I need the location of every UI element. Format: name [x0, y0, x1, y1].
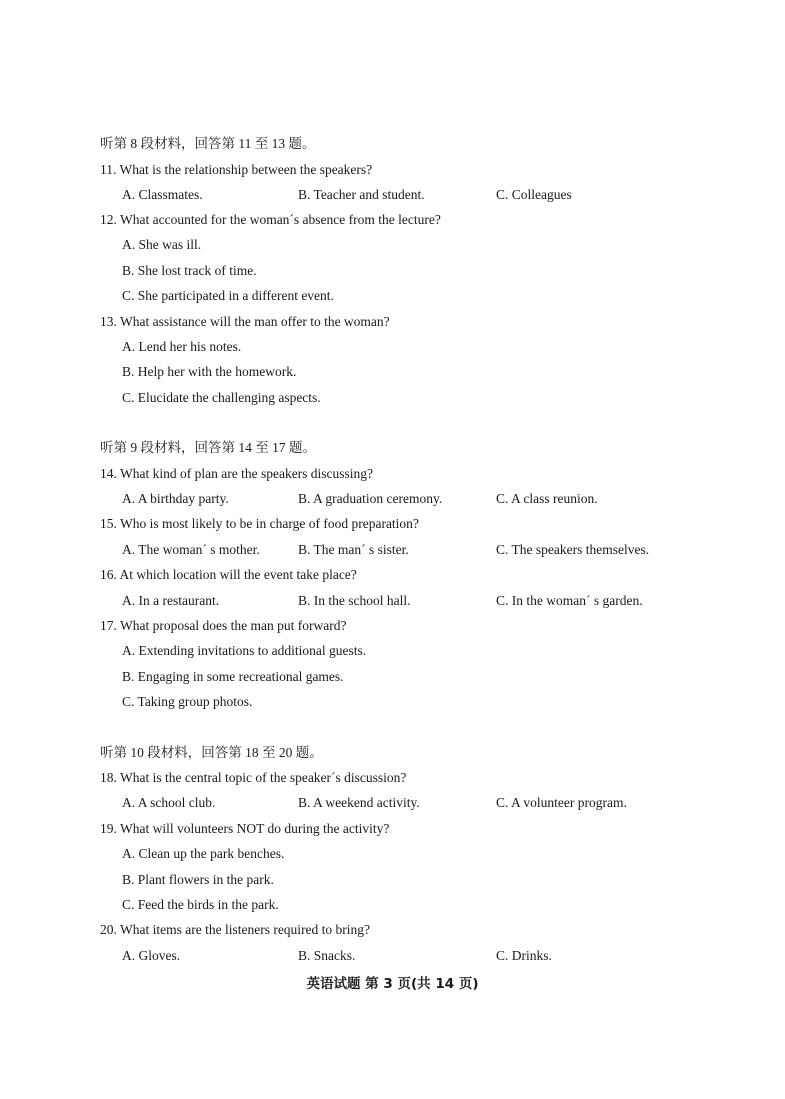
option-c: C. A class reunion. — [496, 491, 598, 506]
option-c: C. She participated in a different event. — [122, 288, 334, 303]
page-footer: 英语试题 第 3 页(共 14 页) — [306, 976, 479, 992]
option-a: A. Gloves. — [122, 948, 181, 963]
question-stem: 14. What kind of plan are the speakers discussing? — [100, 466, 374, 481]
option-b: B. She lost track of time. — [122, 263, 257, 278]
option-b: B. Engaging in some recreational games. — [122, 669, 344, 684]
option-c: C. The speakers themselves. — [496, 542, 650, 557]
question-stem: 12. What accounted for the woman´s absence from the lecture? — [100, 212, 441, 227]
section-header: 听第 10 段材料，回答第 18 至 20 题。 — [100, 745, 323, 760]
option-c: C. Taking group photos. — [122, 694, 253, 709]
option-c: C. Feed the birds in the park. — [122, 897, 279, 912]
question-stem: 18. What is the central topic of the speaker´s discussion? — [100, 770, 407, 785]
option-c: C. Drinks. — [496, 948, 552, 963]
option-a: A. A school club. — [122, 795, 216, 810]
option-a: A. The woman´ s mother. — [122, 542, 260, 557]
option-a: A. Extending invitations to additional guests. — [122, 643, 367, 658]
question-stem: 17. What proposal does the man put forward? — [100, 618, 347, 633]
option-a: A. A birthday party. — [122, 491, 229, 506]
question-stem: 20. What items are the listeners required to bring? — [100, 922, 371, 937]
option-b: B. Help her with the homework. — [122, 364, 297, 379]
section-header: 听第 9 段材料，回答第 14 至 17 题。 — [100, 440, 316, 455]
option-b: B. The man´ s sister. — [298, 542, 409, 557]
question-stem: 19. What will volunteers NOT do during the activity? — [100, 821, 390, 836]
option-b: B. A graduation ceremony. — [298, 491, 443, 506]
option-b: B. Plant flowers in the park. — [122, 872, 274, 887]
option-c: C. A volunteer program. — [496, 795, 627, 810]
option-c: C. Elucidate the challenging aspects. — [122, 390, 321, 405]
option-a: A. Clean up the park benches. — [122, 846, 285, 861]
option-b: B. Snacks. — [298, 948, 356, 963]
question-stem: 15. Who is most likely to be in charge of food preparation? — [100, 516, 419, 531]
question-stem: 11. What is the relationship between the speakers? — [100, 162, 373, 177]
option-c: C. Colleagues — [496, 187, 572, 202]
option-b: B. In the school hall. — [298, 593, 411, 608]
option-a: A. In a restaurant. — [122, 593, 220, 608]
option-a: A. She was ill. — [122, 237, 202, 252]
option-a: A. Lend her his notes. — [122, 339, 242, 354]
question-stem: 16. At which location will the event take place? — [100, 567, 357, 582]
option-a: A. Classmates. — [122, 187, 203, 202]
option-c: C. In the woman´ s garden. — [496, 593, 643, 608]
option-b: B. Teacher and student. — [298, 187, 425, 202]
option-b: B. A weekend activity. — [298, 795, 420, 810]
question-stem: 13. What assistance will the man offer to the woman? — [100, 314, 390, 329]
section-header: 听第 8 段材料，回答第 11 至 13 题。 — [100, 136, 316, 151]
